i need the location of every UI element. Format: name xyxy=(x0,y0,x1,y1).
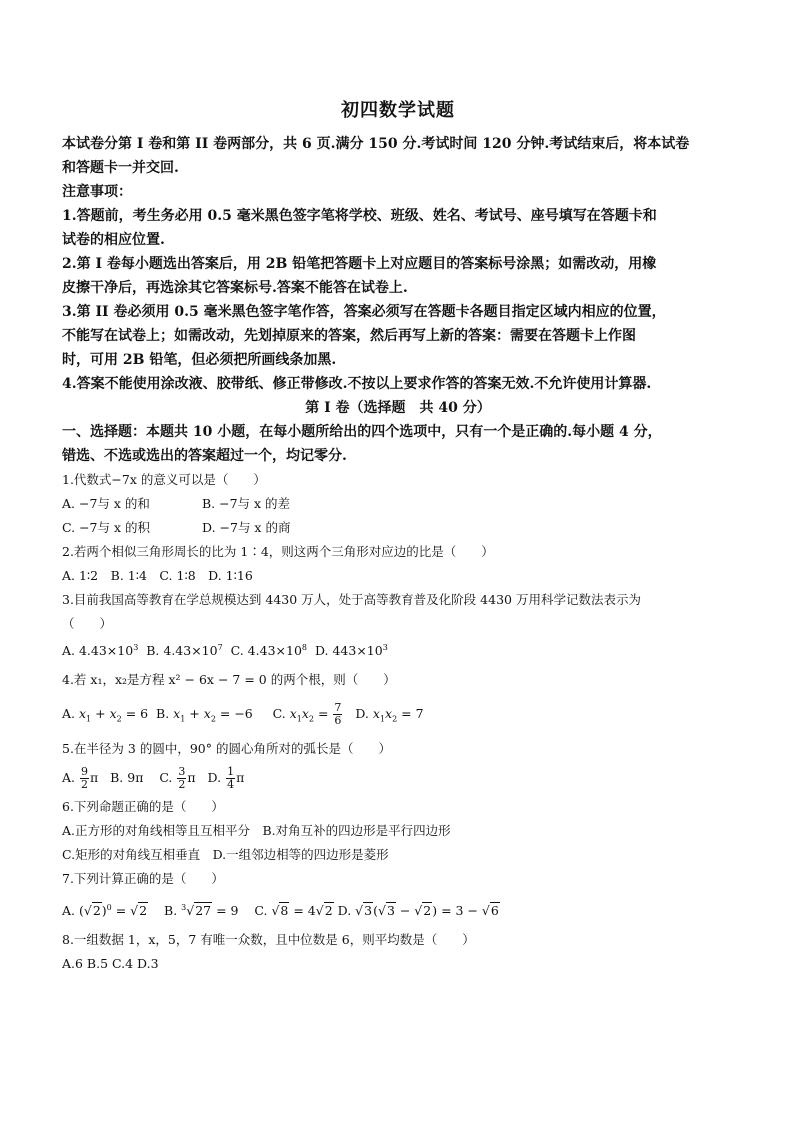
section-desc-2: 错选、不选或选出的答案超过一个，均记零分. xyxy=(62,448,347,464)
question-1-options xyxy=(62,516,734,540)
notice-line: 2.第 I 卷每小题选出答案后，用 2B 铅笔把答题卡上对应题目的答案标号涂黑；如需改动，用橡 xyxy=(62,256,657,272)
option-c: C. −7与 x 的积 xyxy=(62,520,150,535)
notice-line: 不能写在试卷上；如需改动，先划掉原来的答案，然后再写上新的答案：需要在答题卡上作图 xyxy=(62,328,636,344)
question-8-stem: 8.一组数据 1，x，5，7 有唯一众数，且中位数是 6，则平均数是（ ） xyxy=(62,931,475,947)
question-7-stem: 7.下列计算正确的是（ ） xyxy=(62,870,224,886)
option-a: A. −7与 x 的和 xyxy=(62,496,150,511)
notice-line: 试卷的相应位置. xyxy=(62,232,165,248)
notice-line: 皮擦干净后，再选涂其它答案标号.答案不能答在试卷上. xyxy=(62,280,408,296)
option-d: D. −7与 x 的商 xyxy=(202,520,291,535)
notice-line: 3.第 II 卷必须用 0.5 毫米黑色签字笔作答，答案必须写在答题卡各题目指定区域内相应的位置， xyxy=(62,304,666,320)
intro-line-1: 本试卷分第 I 卷和第 II 卷两部分，共 6 页.满分 150 分.考试时间 120 分钟.考试结束后，将本试卷 xyxy=(62,136,690,152)
question-6-options-ab: A.正方形的对角线相等且互相平分 B.对角互补的四边形是平行四边形 xyxy=(62,822,451,838)
intro-line-2: 和答题卡一并交回. xyxy=(62,160,179,176)
question-5-stem: 5.在半径为 3 的圆中，90° 的圆心角所对的弧长是（ ） xyxy=(62,740,391,756)
notice-line: 4.答案不能使用涂改液、胶带纸、修正带修改.不按以上要求作答的答案无效.不允许使用计算器. xyxy=(62,376,652,392)
question-3-options: A. $4.43\times 10^3$ B. $4.43\times 10^7$ C. $4.43\times 10^8$ D. $443\times 10^3$ xyxy=(62,643,388,659)
page-title: 初四数学试题 xyxy=(341,100,455,121)
question-8-options: A.6 B.5 C.4 D.3 xyxy=(62,955,159,971)
question-4-options: A. $x_1 + x_2 = 6$ B. $x_1 + x_2 = -6$ C. $x_1x_2$ = $\frac{7}{6}$ D. $x_1x_2 = 7$ xyxy=(62,701,424,728)
question-4-stem: 4.若 x₁，x₂是方程 x² − 6x − 7 = 0 的两个根，则（ ） xyxy=(62,672,396,688)
section-desc-1: 一、选择题：本题共 10 小题，在每小题所给出的四个选项中，只有一个是正确的.每小题 4 分， xyxy=(62,424,662,440)
notice-heading: 注意事项： xyxy=(62,184,132,200)
question-2-stem: 2.若两个相似三角形周长的比为 1∶4，则这两个三角形对应边的比是（ ） xyxy=(62,544,494,559)
question-3-stem: 3.目前我国高等教育在学总规模达到 4430 万人，处于高等教育普及化阶段 4430 万用科学记数法表示为 xyxy=(62,592,641,607)
notice-line: 时，可用 2B 铅笔，但必须把所画线条加黑. xyxy=(62,352,337,368)
question-1-stem: 1.代数式−7x 的意义可以是（ ） xyxy=(62,472,266,487)
question-6-options-cd: C.矩形的对角线互相垂直 D.一组邻边相等的四边形是菱形 xyxy=(62,846,389,862)
question-7-options: A. $(√2)^0 = √2$ B. $^3$√27 = 9 C. √8 = 4√2 D. √3(√3 − √2) = 3 − √6 xyxy=(62,902,499,918)
option-b: B. −7与 x 的差 xyxy=(202,496,291,511)
question-1-options xyxy=(62,492,734,516)
question-5-options: A. $\frac{9}{2}$ π B. 9π C. $\frac{3}{2}$ π D. $\frac{1}{4}$ π xyxy=(62,764,245,791)
notice-line: 1.答题前，考生务必用 0.5 毫米黑色签字笔将学校、班级、姓名、考试号、座号填写在答题卡和 xyxy=(62,208,657,224)
question-3-stem-2: （ ） xyxy=(62,616,113,631)
question-2-options: A. 1∶2 B. 1∶4 C. 1∶8 D. 1∶16 xyxy=(62,568,253,583)
exam-page xyxy=(62,96,734,976)
section-title: 第 I 卷（选择题 共 40 分） xyxy=(305,400,491,416)
question-6-stem: 6.下列命题正确的是（ ） xyxy=(62,798,224,814)
